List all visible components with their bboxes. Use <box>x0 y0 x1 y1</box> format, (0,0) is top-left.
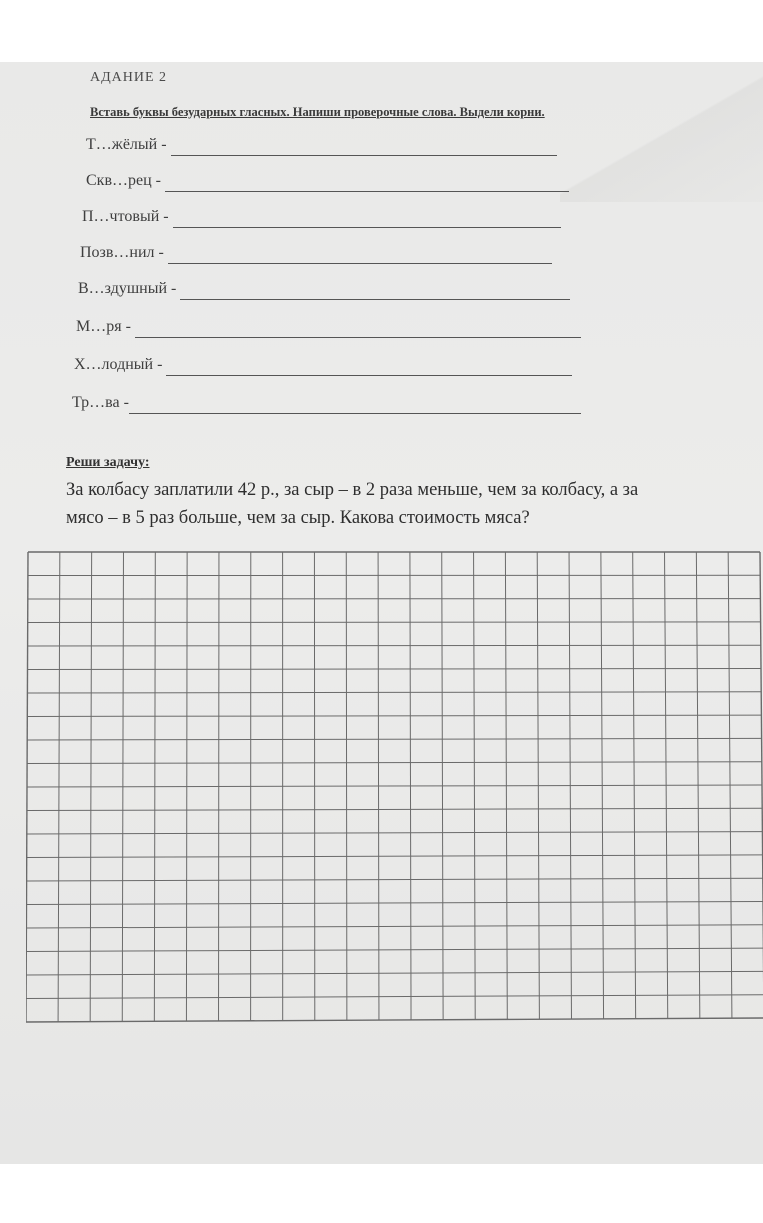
grid-horizontal-line <box>27 738 761 740</box>
word-label: Позв…нил - <box>80 244 164 261</box>
word-label: П…чтовый - <box>82 208 169 225</box>
answer-line[interactable] <box>165 177 569 192</box>
word-label: Х…лодный - <box>74 356 163 373</box>
word-row-1 <box>86 136 557 156</box>
grid-horizontal-line <box>27 762 762 764</box>
task-title: АДАНИЕ 2 <box>90 70 168 85</box>
grid-horizontal-line <box>27 902 763 905</box>
grid-horizontal-line <box>27 832 763 834</box>
answer-line[interactable] <box>171 141 557 156</box>
grid-horizontal-line <box>27 855 763 858</box>
grid-horizontal-line <box>28 669 762 670</box>
worksheet-photo <box>0 62 763 1164</box>
word-row-3 <box>82 208 561 228</box>
word-label: Скв…рец - <box>86 172 161 189</box>
problem-text <box>66 476 736 532</box>
grid-horizontal-line <box>27 808 762 810</box>
word-label: В…здушный - <box>78 280 177 297</box>
answer-line[interactable] <box>135 323 581 338</box>
word-row-2 <box>86 172 569 192</box>
answer-line[interactable] <box>168 249 552 264</box>
problem-line-1: За колбасу заплатили 42 р., за сыр – в 2 раза меньше, чем за колбасу, а за <box>66 480 639 500</box>
instruction-text: Вставь буквы безударных гласных. Напиши проверочные слова. Выдели корни. <box>90 105 545 119</box>
squared-grid <box>26 550 763 1026</box>
grid-area[interactable] <box>26 550 763 1031</box>
grid-horizontal-line <box>28 645 761 646</box>
word-label: Тр…ва - <box>72 394 129 411</box>
problem-line-2: мясо – в 5 раз больше, чем за сыр. Какова стоимость мяса? <box>66 508 530 528</box>
word-row-4 <box>80 244 552 264</box>
word-row-6 <box>76 318 581 338</box>
grid-horizontal-line <box>26 1018 763 1022</box>
grid-horizontal-line <box>26 971 763 975</box>
word-row-5 <box>78 280 570 300</box>
grid-horizontal-line <box>27 715 761 716</box>
word-row-8 <box>72 394 581 414</box>
grid-horizontal-line <box>27 878 763 881</box>
grid-horizontal-line <box>28 622 761 623</box>
grid-horizontal-line <box>27 785 762 787</box>
problem-heading: Реши задачу: <box>66 455 150 470</box>
grid-horizontal-line <box>26 948 763 951</box>
answer-line[interactable] <box>180 285 570 300</box>
grid-horizontal-line <box>26 925 763 928</box>
grid-horizontal-line <box>26 995 763 999</box>
answer-line[interactable] <box>129 399 581 414</box>
answer-line[interactable] <box>166 361 572 376</box>
paper-fold-shadow <box>560 62 763 202</box>
word-label: М…ря - <box>76 318 131 335</box>
word-label: Т…жёлый - <box>86 136 167 153</box>
grid-horizontal-line <box>27 692 761 693</box>
answer-line[interactable] <box>173 213 561 228</box>
word-row-7 <box>74 356 572 376</box>
